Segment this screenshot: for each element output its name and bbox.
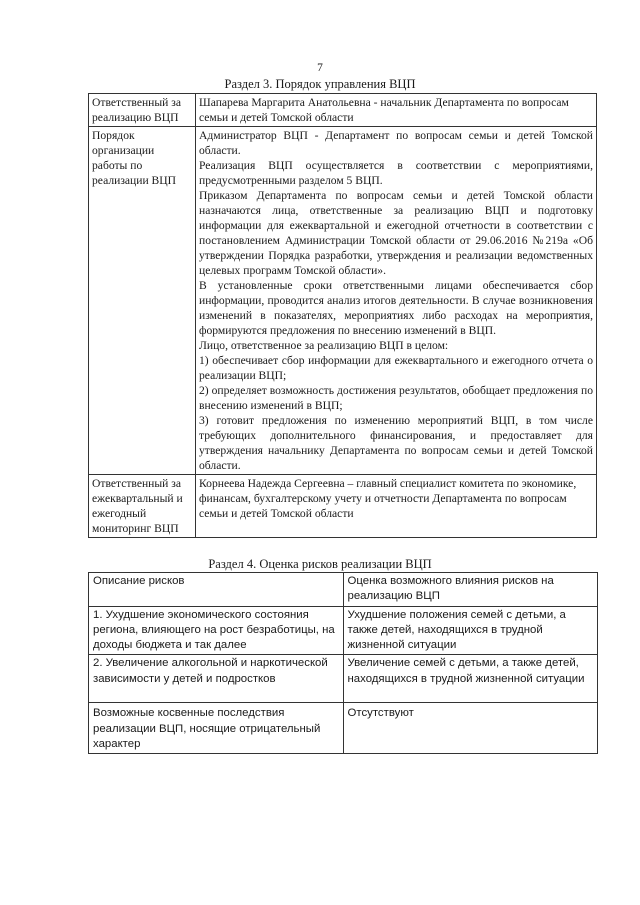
risk-description: 1. Ухудшение экономического состояния региона, влияющего на рост безработицы, на доходы бюджета и так далее: [89, 606, 344, 655]
table-row: [89, 94, 597, 127]
row-content: [196, 475, 597, 538]
column-header: Оценка возможного влияния рисков на реализацию ВЦП: [343, 573, 598, 607]
risk-impact: Ухудшение положения семей с детьми, а также детей, находящихся в трудной жизненной ситуации: [343, 606, 598, 655]
paragraph: Реализация ВЦП осуществляется в соответствии с мероприятиями, предусмотренными разделом 5 ВЦП.: [199, 159, 593, 187]
row-content: [196, 94, 597, 127]
table-row: [89, 703, 598, 754]
section-4-title: Раздел 4. Оценка рисков реализации ВЦП: [208, 557, 432, 571]
table-header-row: [89, 573, 598, 607]
paragraph: 1) обеспечивает сбор информации для ежеквартального и ежегодного отчета о реализации ВЦП;: [199, 354, 593, 382]
management-table: [88, 93, 597, 538]
row-label: Порядок организации работы по реализации ВЦП: [89, 127, 196, 475]
paragraph: Корнеева Надежда Сергеевна – главный специалист комитета по экономике, финансам, бухгалтерскому учету и отчетности Департамента по вопросам семьи и детей Томской области: [199, 477, 577, 520]
paragraph: Администратор ВЦП - Департамент по вопросам семьи и детей Томской области.: [199, 129, 593, 157]
paragraph: 2) определяет возможность достижения результатов, обобщает предложения по внесению изменений в ВЦП;: [199, 384, 593, 412]
paragraph: 3) готовит предложения по изменению мероприятий ВЦП, в том числе требующих дополнительного финансирования, и предоставляет для утверждения начальнику Департамента по вопросам семьи и детей Томской области.: [199, 414, 593, 472]
table-row: [89, 475, 597, 538]
paragraph: В установленные сроки ответственными лицами обеспечивается сбор информации, проводится анализ итогов деятельности. В случае возникновения изменений в показателях, мероприятиях либо расходах на мероприятия, формируются предложения по внесению изменений в ВЦП.: [199, 279, 593, 337]
paragraph: Приказом Департамента по вопросам семьи и детей Томской области назначаются лица, ответственные за реализацию ВЦП и подготовку информации для ежеквартальной и ежегодной отчетности в соответствии с постановлением Администрации Томской области от 29.06.2016 №219а «Об утверждении Порядка разработки, утверждения и реализации ведомственных целевых программ Томской области».: [199, 189, 593, 277]
section-3-title: Раздел 3. Порядок управления ВЦП: [224, 77, 416, 91]
risk-impact: Увеличение семей с детьми, а также детей, находящихся в трудной жизненной ситуации: [343, 655, 598, 703]
column-header: Описание рисков: [89, 573, 344, 607]
paragraph: Лицо, ответственное за реализацию ВЦП в целом:: [199, 339, 449, 352]
row-label: Ответственный за ежеквартальный и ежегодный мониторинг ВЦП: [89, 475, 196, 538]
table-row: [89, 606, 598, 655]
table-row: [89, 655, 598, 703]
table-row: [89, 127, 597, 475]
paragraph: Шапарева Маргарита Анатольевна - начальник Департамента по вопросам семьи и детей Томской области: [199, 96, 569, 124]
risk-description: Возможные косвенные последствия реализации ВЦП, носящие отрицательный характер: [89, 703, 344, 754]
row-content: [196, 127, 597, 475]
page-number: 7: [317, 62, 323, 74]
risk-table: [88, 572, 598, 754]
risk-description: 2. Увеличение алкогольной и наркотической зависимости у детей и подростков: [89, 655, 344, 703]
row-label: Ответственный за реализацию ВЦП: [89, 94, 196, 127]
risk-impact: Отсутствуют: [343, 703, 598, 754]
